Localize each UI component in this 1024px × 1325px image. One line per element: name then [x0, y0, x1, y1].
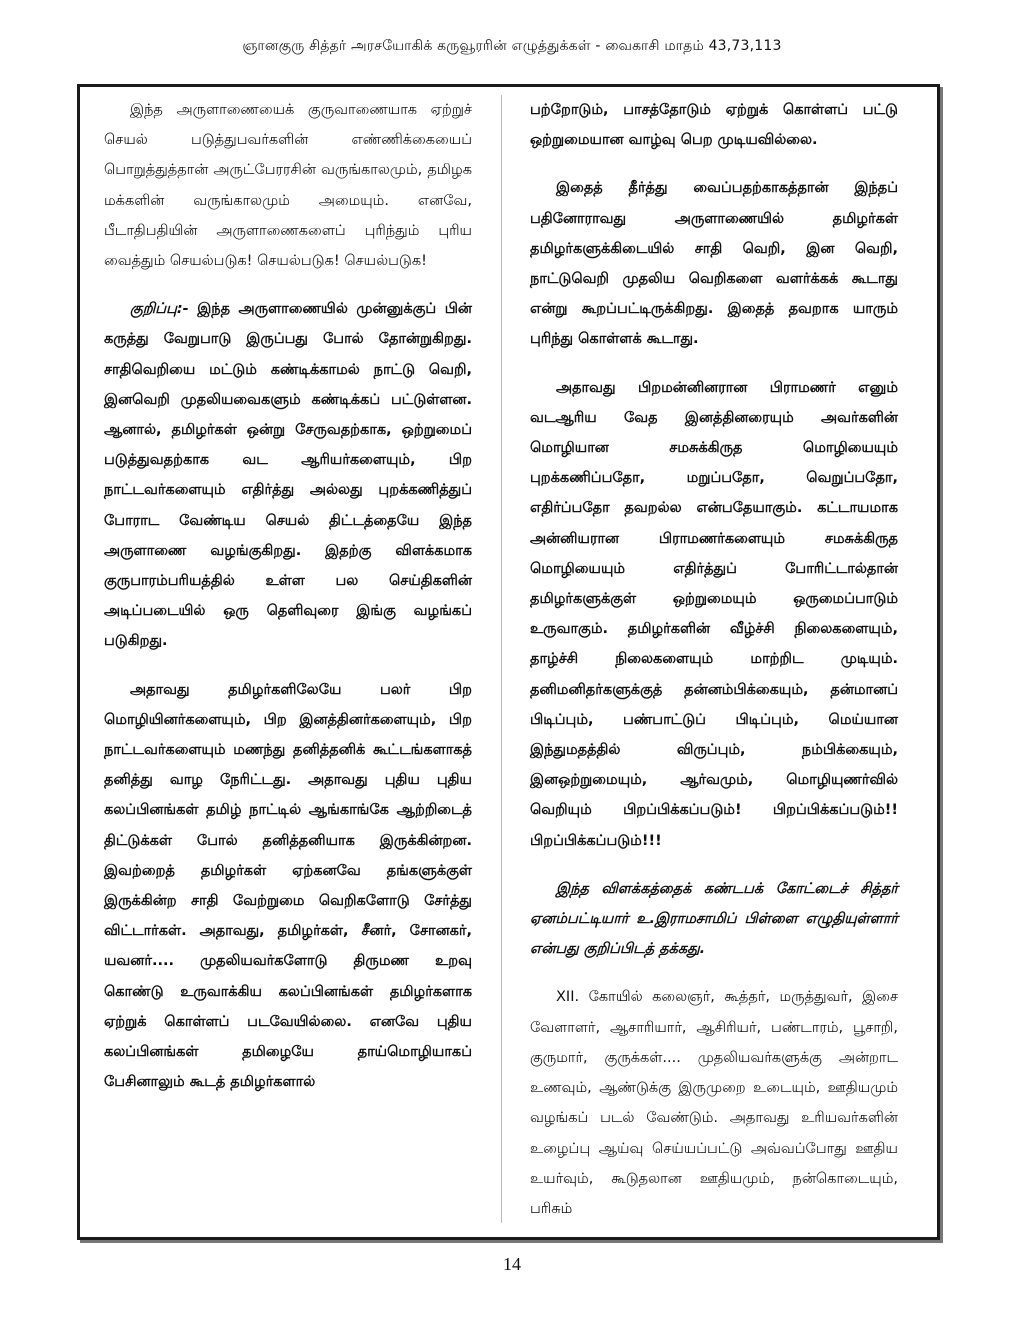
attribution-paragraph: இந்த விளக்கத்தைக் கண்டபக் கோட்டைச் சித்தர் ஏனம்பட்டியார் உ.இராமசாமிப் பிள்ளை எழுதியுள்ளார் என்பது குறிப்பிடத் தக்கது.: [530, 880, 898, 958]
note-paragraph: [104, 294, 472, 656]
paragraph: பற்றோடும், பாசத்தோடும் ஏற்றுக் கொள்ளப் பட்டு ஒற்றுமையான வாழ்வு பெற முடியவில்லை.: [530, 102, 898, 149]
content-frame: [77, 84, 940, 1240]
left-column: [104, 95, 472, 1116]
column-divider: [501, 95, 502, 1223]
page-number: 14: [503, 1254, 521, 1274]
right-column: [530, 95, 898, 1242]
note-text: இந்த அருளாணையில் முன்னுக்குப் பின் கருத்து வேறுபாடு இருப்பது போல் தோன்றுகிறது. சாதிவெறியை மட்டும் கண்டிக்காமல் நாட்டு வெறி, இனவெறி முதலியவைகளும் கண்டிக்கப் பட்டுள்ளன. ஆனால், தமிழர்கள் ஒன்று சேருவதற்காக, ஒற்றுமைப் படுத்துவதற்காக வட ஆரியர்களையும், பிற நாட்டவர்களையும் எதிர்த்து அல்லது புறக்கணித்துப் போராட வேண்டிய செயல் திட்டத்தையே இந்த அருளாணை வழங்குகிறது. இதற்கு விளக்கமாக குருபாரம்பரியத்தில் உள்ள பல செய்திகளின் அடிப்படையில் ஒரு தெளிவுரை இங்கு வழங்கப் படுகிறது.: [104, 301, 472, 650]
paragraph: இதைத் தீர்த்து வைப்பதற்காகத்தான் இந்தப் பதினோராவது அருளாணையில் தமிழர்கள் தமிழர்களுக்கிடையில் சாதி வெறி, இன வெறி, நாட்டுவெறி முதலிய வெறிகளை வளர்க்கக் கூடாது என்று கூறப்பட்டிருக்கிறது. இதைத் தவறாக யாரும் புரிந்து கொள்ளக் கூடாது.: [530, 180, 898, 348]
section-paragraph: XII. கோயில் கலைஞர், கூத்தர், மருத்துவர், இசை வேளாளர், ஆசாரியார், ஆசிரியர், பண்டாரம், பூசாறி, குருமார், குருக்கள்.... முதலியவர்களுக்கு அன்றாட உணவும், ஆண்டுக்கு இருமுறை உடையும், ஊதியமும் வழங்கப் படல் வேண்டும். அதாவது உரியவர்களின் உழைப்பு ஆய்வு செய்யப்பட்டு அவ்வப்போது ஊதிய உயர்வும், கூடுதலான ஊதியமும், நன்கொடையும், பரிசும்: [530, 989, 898, 1217]
paragraph: அதாவது தமிழர்களிலேயே பலர் பிற மொழியினர்களையும், பிற இனத்தினர்களையும், பிற நாட்டவர்களையும் மணந்து தனித்தனிக் கூட்டங்களாகத் தனித்து வாழ நேரிட்டது. அதாவது புதிய புதிய கலப்பினங்கள் தமிழ் நாட்டில் ஆங்காங்கே ஆற்றிடைத் திட்டுக்கள் போல் தனித்தனியாக இருக்கின்றன. இவற்றைத் தமிழர்கள் ஏற்கனவே தங்களுக்குள் இருக்கின்ற சாதி வேற்றுமை வெறிகளோடு சேர்த்து விட்டார்கள். அதாவது, தமிழர்கள், சீனர், சோனகர், யவனர்.... முதலியவர்களோடு திருமண உறவு கொண்டு உருவாக்கிய கலப்பினங்கள் தமிழர்களாக ஏற்றுக் கொள்ளப் படவேயில்லை. எனவே புதிய கலப்பினங்கள் தமிழையே தாய்மொழியாகப் பேசினாலும் கூடத் தமிழர்களால்: [104, 681, 472, 1091]
page-header: ஞானகுரு சித்தர் அரசயோகிக் கருவூரரின் எழுத்துக்கள் - வைகாசி மாதம் 43,73,113: [242, 38, 782, 54]
note-label: குறிப்பு:-: [130, 301, 189, 318]
paragraph: அதாவது பிறமன்னினரான பிராமணர் எனும் வடஆரிய வேத இனத்தினரையும் அவர்களின் மொழியான சமசுக்கிருத மொழியையும் புறக்கணிப்பதோ, மறுப்பதோ, வெறுப்பதோ, எதிர்ப்பதோ தவறல்ல என்பதேயாகும். கட்டாயமாக அன்னியரான பிராமணர்களையும் சமசுக்கிருத மொழியையும் எதிர்த்துப் போரிட்டால்தான் தமிழர்களுக்குள் ஒற்றுமையும் ஒருமைப்பாடும் உருவாகும். தமிழர்களின் வீழ்ச்சி நிலைகளையும், தாழ்ச்சி நிலைகளையும் மாற்றிட முடியும். தனிமனிதர்களுக்குத் தன்னம்பிக்கையும், தன்மானப் பிடிப்பும், பண்பாட்டுப் பிடிப்பும், மெய்யான இந்துமதத்தில் விருப்பும், நம்பிக்கையும், இனஒற்றுமையும், ஆர்வமும், மொழியுணர்வில் வெறியும் பிறப்பிக்கப்படும்! பிறப்பிக்கப்படும்!! பிறப்பிக்கப்படும்!!!: [530, 379, 898, 849]
paragraph: இந்த அருளாணையைக் குருவாணையாக ஏற்றுச் செயல் படுத்துபவர்களின் எண்ணிக்கையைப் பொறுத்துத்தான் அருட்பேரரசின் வருங்காலமும், தமிழக மக்களின் வருங்காலமும் அமையும். எனவே, பீடாதிபதியின் அருளாணைகளைப் புரிந்தும் புரிய வைத்தும் செயல்படுக! செயல்படுக! செயல்படுக!: [104, 102, 472, 270]
